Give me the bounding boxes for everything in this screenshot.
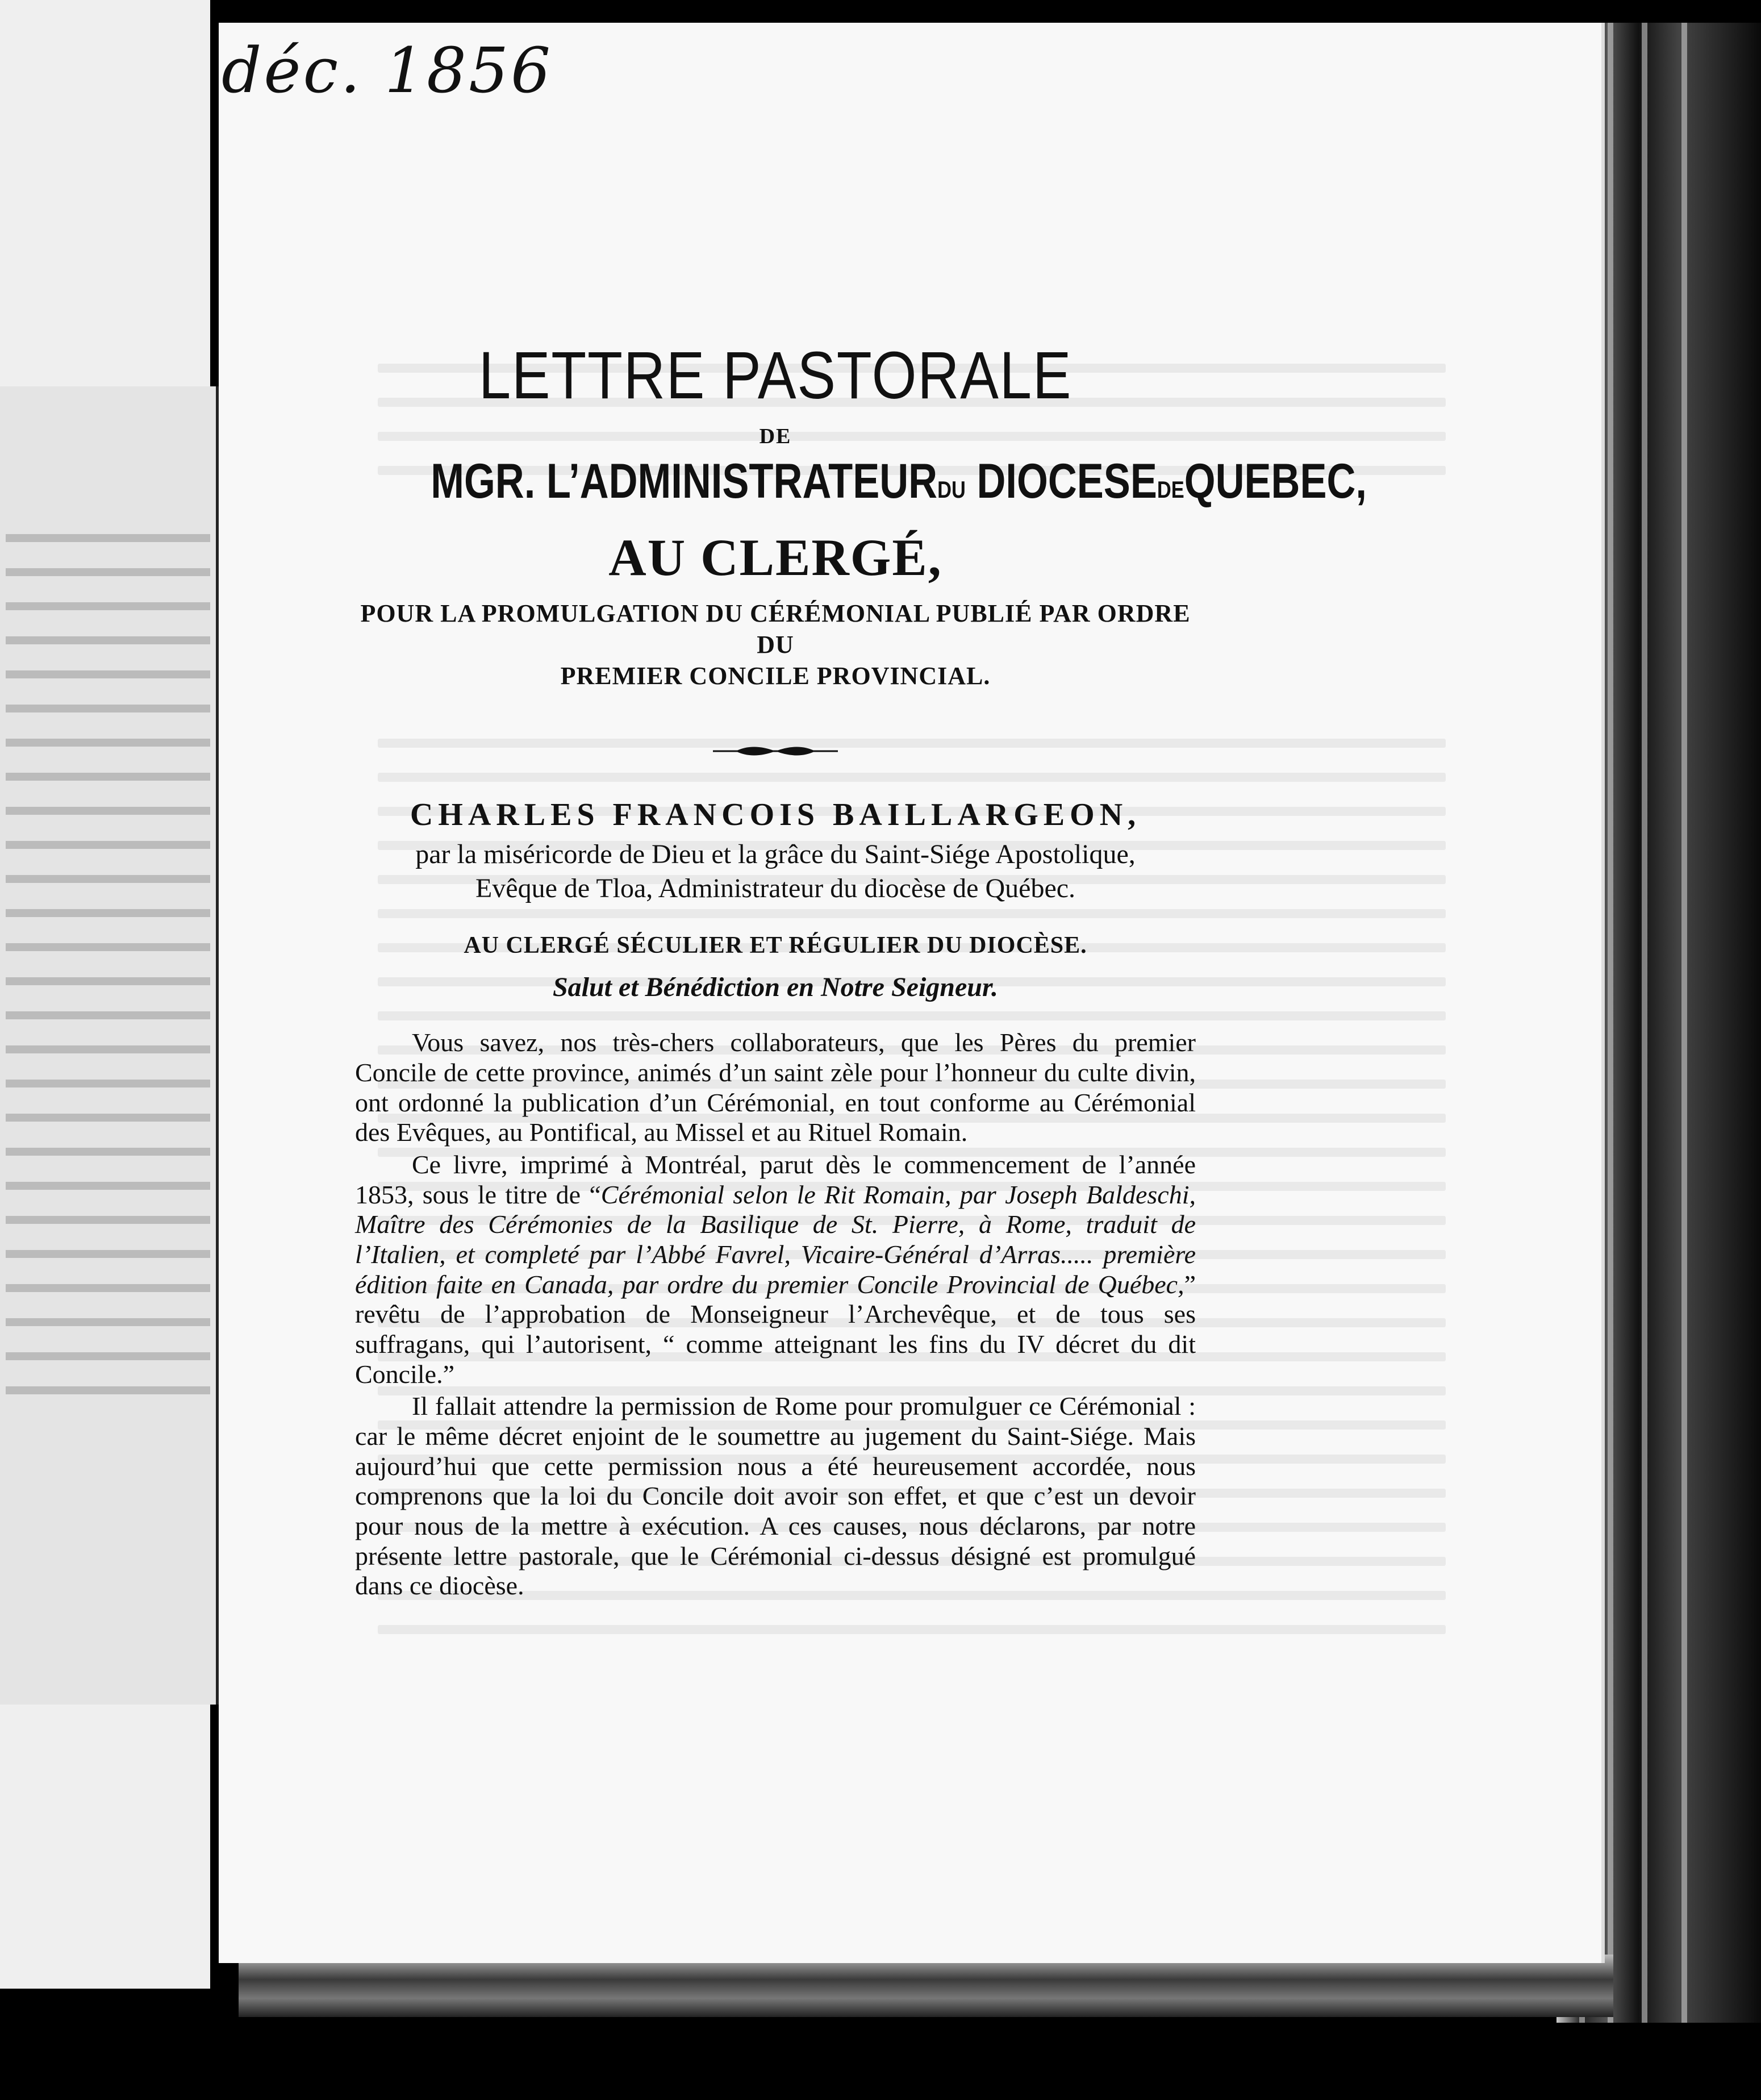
paragraph-2-italic-title: Cérémonial selon le Rit Romain, par Joseph Baldeschi, Maître des Cérémonies de la Basilique de St. Pierre, à Rome, traduit de l’Italien, et completé par l’Abbé Favrel, Vicaire-Général d’Arras..... première édition faite en Canada, par ordre du premier Concile Provincial de Québec, (355, 1180, 1196, 1299)
author-heading-part1: MGR. L’ADMINISTRATEUR (431, 453, 938, 509)
address-line: AU CLERGÉ SÉCULIER ET RÉGULIER DU DIOCÈSE. (464, 932, 1087, 959)
subtitle-line-1: POUR LA PROMULGATION DU CÉRÉMONIAL PUBLIÉ PAR ORDRE DU (360, 599, 1191, 659)
author-description-2: Evêque de Tloa, Administrateur du diocèse de Québec. (475, 873, 1076, 904)
greeting: Salut et Bénédiction en Notre Seigneur. (552, 972, 999, 1003)
book-bottom-edge (239, 1955, 1613, 2017)
paragraph-2-end: ” revêtu de l’approbation de Monseigneur l’Archevêque, et de tous ses suffragans, qui l’autorisent, “ comme atteignant les fins du IV décret du dit Concile.” (355, 1269, 1196, 1389)
ornament-divider (713, 743, 838, 760)
author-description-1: par la miséricorde de Dieu et la grâce du Saint-Siége Apostolique, (415, 839, 1136, 870)
title-de: DE (759, 424, 792, 448)
au-clerge: AU CLERGÉ, (608, 528, 942, 587)
paragraph-3: Il fallait attendre la permission de Rome pour promulguer ce Cérémonial : car le même décret enjoint de le soumettre au jugement du Saint-Siége. Mais aujourd’hui que cette permission nous a été heureusement accordée, nous comprenons que la loi du Concile doit avoir son effet, et que c’est un devoir pour nous de la mettre à exécution. A ces causes, nous déclarons, par notre présente lettre pastorale, que le Cérémonial ci-dessus désigné est promulgué dans ce diocèse. (355, 1391, 1196, 1601)
paragraph-1: Vous savez, nos très-chers collaborateurs, que les Pères du premier Concile de cette province, animés d’un saint zèle pour l’honneur du culte divin, ont ordonné la publication d’un Cérémonial, en tout conforme au Cérémonial des Evêques, au Pontifical, au Missel et au Rituel Romain. (355, 1028, 1196, 1147)
author-heading-part3: QUEBEC, (1184, 453, 1367, 509)
author-heading-part2: DIOCESE (977, 453, 1157, 509)
author-name: CHARLES FRANCOIS BAILLARGEON, (410, 797, 1141, 833)
subtitle-line-2: PREMIER CONCILE PROVINCIAL. (560, 662, 991, 690)
paragraph-2-start: Ce livre, imprimé à Montréal, parut dès le commencement de l’année 1853, sous le titre de “ (355, 1150, 1196, 1209)
left-page-fold (0, 386, 219, 1705)
handwritten-date-annotation: déc. 1856 (222, 34, 553, 107)
author-heading-du: DU (937, 476, 966, 503)
author-heading-de: DE (1157, 476, 1184, 503)
letter-body (355, 1028, 1196, 1601)
document-page (219, 23, 1605, 1963)
author-heading (431, 453, 1367, 509)
paragraph-2 (355, 1150, 1196, 1389)
title: LETTRE PASTORALE (478, 338, 1073, 413)
letter-content (355, 338, 1367, 1601)
